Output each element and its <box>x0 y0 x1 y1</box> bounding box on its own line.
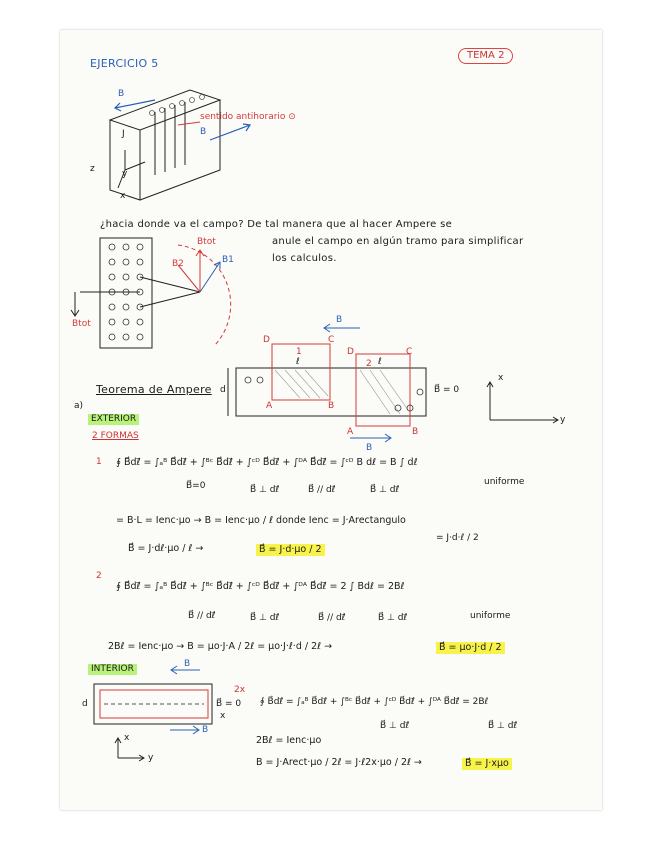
forma1-uniforme: uniforme <box>484 477 525 487</box>
exterior-tag: EXTERIOR <box>88 414 139 425</box>
corner-C-left: C <box>328 335 335 345</box>
interior-result: B⃗ = J·xμo <box>462 758 512 770</box>
loop1-length: ℓ <box>296 357 300 367</box>
interior-line3: B = J·Arect·μo / 2ℓ = J·ℓ2x·μo / 2ℓ → <box>256 757 422 768</box>
interior-axis-x: x <box>124 733 130 743</box>
interior-axis-y: y <box>148 753 154 763</box>
forma2-under1: B⃗ // dℓ⃗ <box>188 611 216 621</box>
question-line-2: anule el campo en algún tramo para simplificar <box>272 236 524 247</box>
fig1-J-label: J <box>122 129 125 139</box>
forma2-uniforme: uniforme <box>470 611 511 621</box>
ampere-axis-x: x <box>498 373 504 383</box>
notebook-page: EJERCICIO 5 TEMA 2 B J z y x B sentido antihorario ⊙ ¿hacia donde va el campo? De tal manera que al hacer Ampere se anule el campo en algún tramo para simplificar los calculos. Btot Btot B1 B2 Teorema de Ampere a) EXTERIOR 2 FORMAS d B B B⃗ = 0 x y D C A B D C A B ℓ ℓ 1 2 1 ∮ B⃗dℓ⃗ = ∫ₐᴮ B⃗dℓ⃗ + ∫ᴮᶜ B⃗dℓ⃗ + ∫ᶜᴰ B⃗dℓ⃗ + ∫ᴰᴬ B⃗dℓ⃗ = ∫ᶜᴰ B dℓ = B ∫ dℓ B⃗=0 B⃗ ⊥ dℓ⃗ B⃗ // dℓ⃗ B⃗ ⊥ dℓ⃗ uniforme = B·L = Ienc·μo → B = Ienc·μo / ℓ donde Ienc = J·Arectangulo = J·d·ℓ / 2 B⃗ = J·dℓ·μo / ℓ → B⃗ = J·d·μo / 2 2 ∮ B⃗dℓ⃗ = ∫ₐᴮ B⃗dℓ⃗ + ∫ᴮᶜ B⃗dℓ⃗ + ∫ᶜᴰ B⃗dℓ⃗ + ∫ᴰᴬ B⃗dℓ⃗ = 2 ∫ Bdℓ = 2Bℓ B⃗ // dℓ⃗ B⃗ ⊥ dℓ⃗ B⃗ // dℓ⃗ B⃗ ⊥ dℓ⃗ uniforme 2Bℓ = Ienc·μo → B = μo·J·A / 2ℓ = μo·J·ℓ·d / 2ℓ → B⃗ = μo·J·d / 2 INTERIOR d B B B⃗ = 0 2x x x y ∮ B⃗dℓ⃗ = ∫ₐᴮ B⃗dℓ⃗ + ∫ᴮᶜ B⃗dℓ⃗ + ∫ᶜᴰ B⃗dℓ⃗ + ∫ᴰᴬ B⃗dℓ⃗ = 2Bℓ B⃗ ⊥ dℓ⃗ B⃗ ⊥ dℓ⃗ 2Bℓ = Ienc·μo B = J·Arect·μo / 2ℓ = J·ℓ2x·μo / 2ℓ → B⃗ = J·xμo <box>60 30 602 810</box>
forma1-line3: = J·d·ℓ / 2 <box>436 533 479 543</box>
forma1-result: B⃗ = J·d·μo / 2 <box>256 544 325 556</box>
forma2-under4: B⃗ ⊥ dℓ⃗ <box>378 613 408 623</box>
forma1-line4: B⃗ = J·dℓ·μo / ℓ → <box>128 543 204 554</box>
interior-tag: INTERIOR <box>88 664 137 675</box>
figure-interior-loop <box>60 30 602 770</box>
fig1-z-label: z <box>90 164 95 174</box>
interior-B-zero: B⃗ = 0 <box>216 699 242 709</box>
topic-tag: TEMA 2 <box>458 48 513 64</box>
ampere-B-bottom: B <box>366 443 373 453</box>
interior-line2: 2Bℓ = Ienc·μo <box>256 735 322 746</box>
forma2-under3: B⃗ // dℓ⃗ <box>318 613 346 623</box>
corner-D-left: D <box>263 335 270 345</box>
interior-x: x <box>220 711 226 721</box>
question-line-3: los calculos. <box>272 253 337 264</box>
ampere-axis-y: y <box>560 415 566 425</box>
exercise-title: EJERCICIO 5 <box>90 57 159 70</box>
interior-B-bottom: B <box>202 725 209 735</box>
corner-A-right: A <box>347 427 354 437</box>
loop1-number: 1 <box>296 347 302 357</box>
btot-left-label: Btot <box>72 319 91 329</box>
forma2-under2: B⃗ ⊥ dℓ⃗ <box>250 613 280 623</box>
interior-2x: 2x <box>234 685 246 695</box>
sense-note: sentido antihorario ⊙ <box>200 112 296 122</box>
interior-d-label: d <box>82 699 88 709</box>
corner-A-left: A <box>266 401 273 411</box>
ampere-d-label: d <box>220 385 226 395</box>
forma1-under2: B⃗ ⊥ dℓ⃗ <box>250 485 280 495</box>
forma2-line1: ∮ B⃗dℓ⃗ = ∫ₐᴮ B⃗dℓ⃗ + ∫ᴮᶜ B⃗dℓ⃗ + ∫ᶜᴰ B⃗dℓ⃗ + ∫ᴰᴬ B⃗dℓ⃗ = 2 ∫ Bdℓ = 2Bℓ <box>116 581 405 592</box>
forma2-line2: 2Bℓ = Ienc·μo → B = μo·J·A / 2ℓ = μo·J·ℓ·d / 2ℓ → <box>108 641 333 652</box>
forma1-line2: = B·L = Ienc·μo → B = Ienc·μo / ℓ donde Ienc = J·Arectangulo <box>116 515 406 526</box>
fig1-B-label: B <box>118 89 125 99</box>
interior-B-top: B <box>184 659 191 669</box>
b1-label: B1 <box>222 255 234 265</box>
fig1-x-label: x <box>120 191 126 201</box>
forma1-line1: ∮ B⃗dℓ⃗ = ∫ₐᴮ B⃗dℓ⃗ + ∫ᴮᶜ B⃗dℓ⃗ + ∫ᶜᴰ B⃗dℓ⃗ + ∫ᴰᴬ B⃗dℓ⃗ = ∫ᶜᴰ B dℓ = B ∫ dℓ <box>116 457 418 468</box>
corner-B-left: B <box>328 401 335 411</box>
forma1-under1: B⃗=0 <box>186 481 206 491</box>
forma1-under4: B⃗ ⊥ dℓ⃗ <box>370 485 400 495</box>
question-line-1: ¿hacia donde va el campo? De tal manera que al hacer Ampere se <box>100 219 453 230</box>
ampere-B-zero: B⃗ = 0 <box>434 385 460 395</box>
formas-label: 2 FORMAS <box>92 431 139 441</box>
btot-top-label: Btot <box>197 237 216 247</box>
interior-under2: B⃗ ⊥ dℓ⃗ <box>488 721 518 731</box>
corner-C-right: C <box>406 347 413 357</box>
part-a-label: a) <box>74 401 84 411</box>
corner-B-right: B <box>412 427 419 437</box>
loop2-length: ℓ <box>378 357 382 367</box>
forma2-result: B⃗ = μo·J·d / 2 <box>436 642 505 654</box>
interior-under1: B⃗ ⊥ dℓ⃗ <box>380 721 410 731</box>
fig1-B-right: B <box>200 127 207 137</box>
interior-line1: ∮ B⃗dℓ⃗ = ∫ₐᴮ B⃗dℓ⃗ + ∫ᴮᶜ B⃗dℓ⃗ + ∫ᶜᴰ B⃗dℓ⃗ + ∫ᴰᴬ B⃗dℓ⃗ = 2Bℓ <box>260 697 489 707</box>
forma1-under3: B⃗ // dℓ⃗ <box>308 485 336 495</box>
ampere-B-top: B <box>336 315 343 325</box>
b2-label: B2 <box>172 259 184 269</box>
ampere-heading: Teorema de Ampere <box>96 383 212 396</box>
fig1-y-label: y <box>122 169 128 179</box>
loop2-number: 2 <box>366 359 372 369</box>
corner-D-right: D <box>347 347 354 357</box>
